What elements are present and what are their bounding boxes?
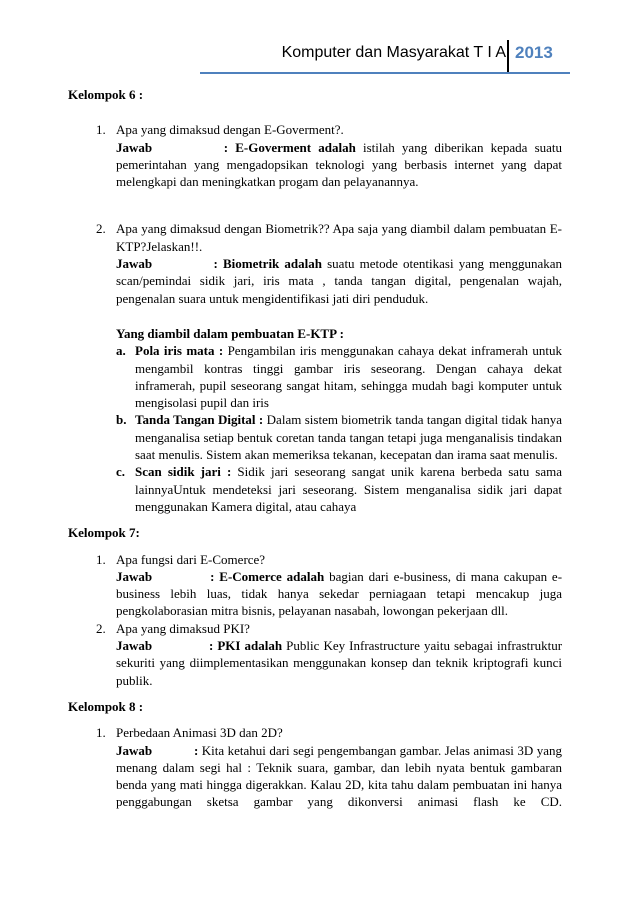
- answer-text: [116, 255, 562, 307]
- item-body: Pengambilan iris menggunakan cahaya dekat inframerah untuk mengambil kontras tinggi gambar iris seseorang. Dengan cahaya dekat inframerah, pupil seseorang sangat hitam, sehingga mudah bagi komputer untuk mengisolasi pupil dan iris: [135, 343, 563, 411]
- answer-body: Public Key Infrastructure yaitu sebagai infrastruktur sekuriti yang diimplementasikan menggunakan konsep dan teknik kriptografi kunci publik.: [116, 638, 563, 688]
- question-item: [68, 551, 562, 620]
- header-title: Komputer dan Masyarakat T I A: [281, 44, 506, 61]
- answer-body: istilah yang diberikan kepada suatu pemerintahan yang mengadopsikan teknologi yang berbasis internet yang dapat melengkapi dan meningkatkan progam dan pelayanannya.: [116, 139, 563, 190]
- item-label: b.: [116, 412, 127, 428]
- item-term: Tanda Tangan Digital :: [135, 412, 264, 428]
- question-number: 1.: [96, 725, 106, 741]
- ektp-heading-text: Yang diambil dalam pembuatan E-KTP :: [116, 325, 344, 341]
- item-label: c.: [116, 464, 126, 480]
- item-body: Dalam sistem biometrik tanda tangan digital tidak hanya menganalisa setiap bentuk coretan tanda tangan tetapi juga menganalisis tindakan saat menulis. Sistem akan memeriksa tekanan, kecepatan dan irama saat menulis.: [135, 412, 563, 463]
- question-number: 1.: [96, 551, 106, 567]
- question-item: [68, 121, 562, 190]
- question-item: [68, 620, 562, 689]
- question-text: Perbedaan Animasi 3D dan 2D?: [116, 725, 283, 741]
- group-heading-8: Kelompok 8 :: [68, 698, 144, 714]
- item-term: Scan sidik jari :: [135, 464, 232, 480]
- answer-text: [116, 742, 562, 811]
- page-header: [0, 40, 638, 74]
- item-body: Sidik jari seseorang sangat unik karena berbeda satu sama lainnyaUntuk mendeteksi jari seseorang. Sistem menganalisa sidik jari dapat menggunakan Kamera digital, atau cahaya: [135, 464, 563, 514]
- document-body: [68, 86, 562, 811]
- ektp-item-a: [68, 342, 562, 411]
- header-rule: [200, 72, 570, 74]
- answer-term: : Biometrik adalah: [213, 256, 322, 272]
- header-separator: [507, 40, 509, 72]
- item-text: [135, 342, 562, 411]
- answer-text: [116, 637, 562, 689]
- ektp-heading: [116, 325, 562, 342]
- item-text: [135, 411, 562, 463]
- question-text: Apa yang dimaksud PKI?: [116, 620, 250, 636]
- question-number: 1.: [96, 122, 106, 138]
- question-number: 2.: [96, 620, 106, 636]
- answer-label: Jawab: [116, 256, 153, 272]
- answer-body: bagian dari e-business, di mana cakupan e-business lebih luas, tidak hanya sekedar perniagaan tetapi mencakup juga pengkolaborasian mitra bisnis, pelayanan nasabah, lowongan pekerjaan dll.: [116, 568, 563, 619]
- item-term: Pola iris mata :: [135, 343, 224, 359]
- answer-text: [116, 568, 562, 620]
- group-heading-7: Kelompok 7:: [68, 525, 140, 541]
- question-number: 2.: [96, 221, 106, 237]
- answer-label: Jawab: [116, 638, 153, 654]
- question-item: [68, 724, 562, 810]
- answer-body: suatu metode otentikasi yang menggunakan scan/pemindai sidik jari, iris mata , tanda tangan digital, pengenalan wajah, pengenalan suara untuk mengidentifikasi jati diri penduduk.: [116, 256, 563, 306]
- ektp-item-c: [68, 463, 562, 515]
- answer-term: : E-Goverment adalah: [223, 139, 356, 155]
- item-text: [135, 463, 562, 515]
- group-heading-6: Kelompok 6 :: [68, 87, 144, 102]
- item-label: a.: [116, 343, 126, 359]
- ektp-item-b: [68, 411, 562, 463]
- question-text: Apa yang dimaksud dengan Biometrik?? Apa saja yang diambil dalam pembuatan E-KTP?Jelaskan!!.: [116, 221, 562, 254]
- answer-term: : E-Comerce adalah: [210, 568, 325, 584]
- answer-label: Jawab: [116, 139, 153, 155]
- question-text: Apa fungsi dari E-Comerce?: [116, 551, 266, 567]
- header-year: 2013: [515, 43, 553, 62]
- answer-term: : PKI adalah: [208, 638, 283, 654]
- answer-body: Kita ketahui dari segi pengembangan gambar. Jelas animasi 3D yang menang dalam segi hal : Teknik suara, gambar, dan lebih nyata bentuk gambaran benda yang mati hingga digerakkan. Kalau 2D, kita tahu dalam pembuatan ini hanya penggabungan sketsa gambar yang dikonversi animasi flash ke CD.: [116, 742, 562, 810]
- answer-text: [116, 139, 562, 191]
- question-text: Apa yang dimaksud dengan E-Goverment?.: [116, 122, 344, 138]
- answer-label: Jawab: [116, 742, 153, 758]
- question-item: [68, 220, 562, 515]
- answer-term: :: [193, 742, 199, 758]
- answer-label: Jawab: [116, 568, 153, 584]
